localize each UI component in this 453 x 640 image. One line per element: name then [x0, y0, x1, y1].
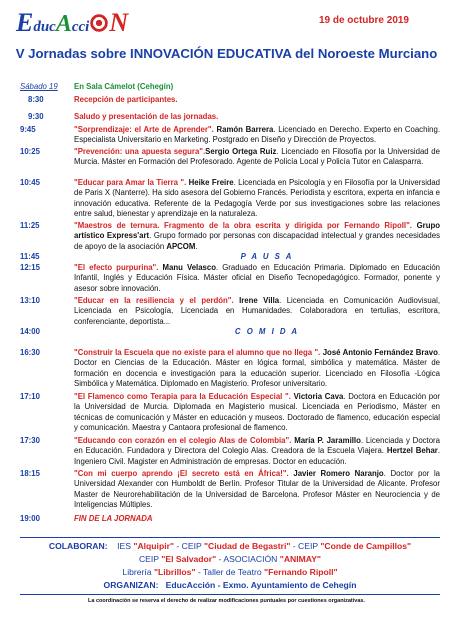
collaborators-box [20, 537, 440, 595]
speaker-bio: . Doctor por la Universidad Alexander con Humboldt de Berlín. Profesor Titular de la Universidad de Alicante. Profesor Master de Neurorehabilitación de la Universidad de Barcelona. Profesor Máster en Neurociencia y de Inteligencias Múltiples. [74, 469, 441, 509]
break-label: P A U S A [240, 252, 294, 261]
time-label: 19:00 [20, 514, 40, 523]
target-icon [89, 13, 109, 33]
org-name: "ANIMAY" [279, 554, 322, 564]
org-name: "Fernando Ripoll" [264, 567, 338, 577]
talk-description [74, 392, 440, 433]
logo-letter-e: E [16, 8, 34, 37]
speaker-bio: . Licenciada en Psicología y en Filosofía por la Universidad de Paris X (Nanterre). Ha sido asesora del Gobierno Francés. Periodista y escritora, experta en infancia e innovación educativa. Referente de la Pedagogía Verde por sus investigaciones sobre las relaciones entre salud, bienestar y aprendizaje en la naturaleza. [74, 178, 440, 218]
speaker-bio: . Doctor en Ciencias de la Educación. Máster en lógica formal, simbólica y matemática. Máster de formación en docencia e investigación para la educación superior. Licenciado en Filosofía -Lógica Simbólica y Matemática. Diplomado en Magisterio. Profesor universitario. [74, 348, 440, 388]
end-label: FIN DE LA JORNADA [74, 514, 153, 523]
talk-title: "Con mi cuerpo aprendo ¡El secreto está en África!". [74, 469, 289, 478]
org-prefix: - Taller de Teatro [195, 567, 264, 577]
time-label: 17:10 [20, 392, 40, 401]
speaker-bio: . Doctora en Educación por la Universidad de Murcia. Diplomada en Magisterio musical. Licenciada en Periodismo, Máster en técnicas de comunicación y Máster en educación y museos. Doctorado de flamenco, educación especial y comunicación. Maestra y Cantaora profesional de flamenco. [74, 392, 440, 432]
talk-description [74, 221, 440, 252]
time-label: 9:30 [28, 112, 44, 121]
speaker-bio: . Licenciado en Filosofía por la Universidad de Murcia. Máster en Formación del Profesorado. Agente de Policía Local y Policía Tutor en Calasparra. [74, 147, 440, 167]
speaker-bio: . Grupo formado por personas con discapacidad intelectual y grandes necesidades de apoyo de la asociación [74, 231, 440, 251]
educaccion-logo [16, 8, 128, 38]
association-name: APCOM [166, 241, 196, 251]
activity-text: Recepción de participantes. [74, 95, 178, 104]
logo-text-cci: cci [71, 19, 90, 35]
time-label: 8:30 [28, 95, 44, 104]
talk-description [74, 263, 440, 294]
collaborators-label: COLABORAN: [48, 541, 108, 551]
speaker-name: Heike Freire [188, 178, 234, 187]
org-prefix: - CEIP [174, 541, 204, 551]
collaborators-line-1 [20, 541, 440, 551]
logo-text-duc: duc [33, 19, 56, 35]
org-prefix: - CEIP [290, 541, 321, 551]
time-label: 14:00 [20, 327, 40, 336]
talk-title: "Prevención: una apuesta segura". [74, 147, 206, 156]
footer-note: La coordinación se reserva el derecho de realizar modificaciones puntuales por cuestiones organizativas. [88, 598, 365, 604]
speaker-name: Manu Velasco [162, 263, 216, 272]
collaborators-line-3 [20, 567, 440, 577]
event-date: 19 de octubre 2019 [318, 15, 409, 26]
collaborators-line-2 [20, 554, 440, 564]
talk-title: "Educar en la resiliencia y el perdón". [74, 296, 234, 305]
speaker-name: Irene Villa [239, 296, 280, 305]
speaker-bio: . Licenciado en Derecho. Experto en Coaching. Especialista Universitario en Marketing. Postgrado en Diseño y Dirección de Proyectos. [74, 125, 440, 145]
time-label: 16:30 [20, 348, 40, 357]
talk-title: "Maestros de ternura. Fragmento de la obra escrita y dirigida por Fernando Ripoll". [74, 221, 412, 230]
org-name: "Librillos" [153, 567, 196, 577]
speaker-name: Victoria Cava [293, 392, 344, 401]
talk-title: "Construir la Escuela que no existe para el alumno que no llega ". [74, 348, 321, 357]
time-label: 11:45 [20, 252, 40, 261]
speaker-name: José Antonio Fernández Bravo [322, 348, 438, 357]
talk-description [74, 348, 440, 389]
org-name: "Alquipir" [133, 541, 175, 551]
speaker-name: Javier Romero Naranjo [293, 469, 384, 478]
org-prefix: CEIP [138, 554, 162, 564]
talk-description [74, 296, 440, 327]
time-label: 9:45 [20, 125, 36, 134]
time-label: 17:30 [20, 436, 40, 445]
punctuation: . [195, 241, 198, 251]
speaker-name: María P. Jaramillo [294, 436, 361, 445]
time-label: 10:25 [20, 147, 40, 156]
time-label: 11:25 [20, 221, 40, 230]
page-title: V Jornadas sobre INNOVACIÓN EDUCATIVA del Noroeste Murciano [15, 46, 438, 61]
talk-title: "Educando con corazón en el colegio Alas de Colombia". [74, 436, 292, 445]
speaker-bio: . Licenciada y Doctora en Educación. Fundadora y Directora del Colegio Alas. Creadora de la Escuela Viajera. [74, 436, 440, 456]
speaker-name: Ramón Barrera [216, 125, 274, 134]
speaker-bio: . Licenciada en Comunicación Audiovisual, Licenciada en Psicología, Licenciada en Humanidades. Colaboradora en tertulias, escritora, conferenciante, deportista... [74, 296, 440, 326]
time-label: 12:15 [20, 263, 40, 272]
speaker-bio: . Graduado en Educación Primaria. Diplomado en Educación Infantil, Inglés y Educación Física. Máster oficial en Diseño Tecnopedagógico. Formador, ponente y asesor sobre innovación. [74, 263, 441, 293]
org-prefix: - ASOCIACIÓN [216, 554, 280, 564]
speaker-name: Grupo artístico Express'art [74, 221, 440, 241]
time-label: 18:15 [20, 469, 40, 478]
talk-description [74, 125, 440, 146]
organizers-label: ORGANIZAN: [103, 580, 159, 590]
organizers-names: EducAcción - Exmo. Ayuntamiento de Cehegín [165, 580, 357, 590]
speaker-bio-2: . Ingeniero Civil. Magister en Administración de empresas. Doctor en educación. [74, 446, 441, 466]
talk-title: "El efecto purpurina". [74, 263, 159, 272]
logo-letter-n: N [109, 8, 129, 37]
talk-title: "El Flamenco como Terapia para la Educación Especial ". [74, 392, 291, 401]
talk-description [74, 147, 440, 168]
lunch-label: C O M I D A [234, 327, 300, 336]
venue-label: En Sala Cámelot (Cehegín) [74, 82, 174, 91]
speaker-name-2: Hertzel Behar [386, 446, 438, 456]
talk-title: "Sorprendizaje: el Arte de Aprender". [74, 125, 214, 134]
activity-text: Saludo y presentación de las jornadas. [74, 112, 219, 121]
talk-description [74, 436, 440, 467]
time-label: 10:45 [20, 178, 40, 187]
talk-description [74, 469, 440, 510]
logo-letter-a: A [55, 11, 72, 37]
org-name: "El Salvador" [161, 554, 217, 564]
logo-letter-o [89, 8, 109, 37]
time-label: 13:10 [20, 296, 40, 305]
org-name: "Conde de Campillos" [320, 541, 412, 551]
org-prefix: IES [117, 541, 134, 551]
organizers-line [20, 580, 440, 590]
org-prefix: Librería [122, 567, 154, 577]
talk-title: "Educar para Amar la Tierra ". [74, 178, 187, 187]
talk-description [74, 178, 440, 219]
org-name: "Ciudad de Begastri" [203, 541, 291, 551]
speaker-name: Sergio Ortega Ruiz [205, 147, 277, 156]
day-label: Sábado 19 [20, 82, 58, 91]
